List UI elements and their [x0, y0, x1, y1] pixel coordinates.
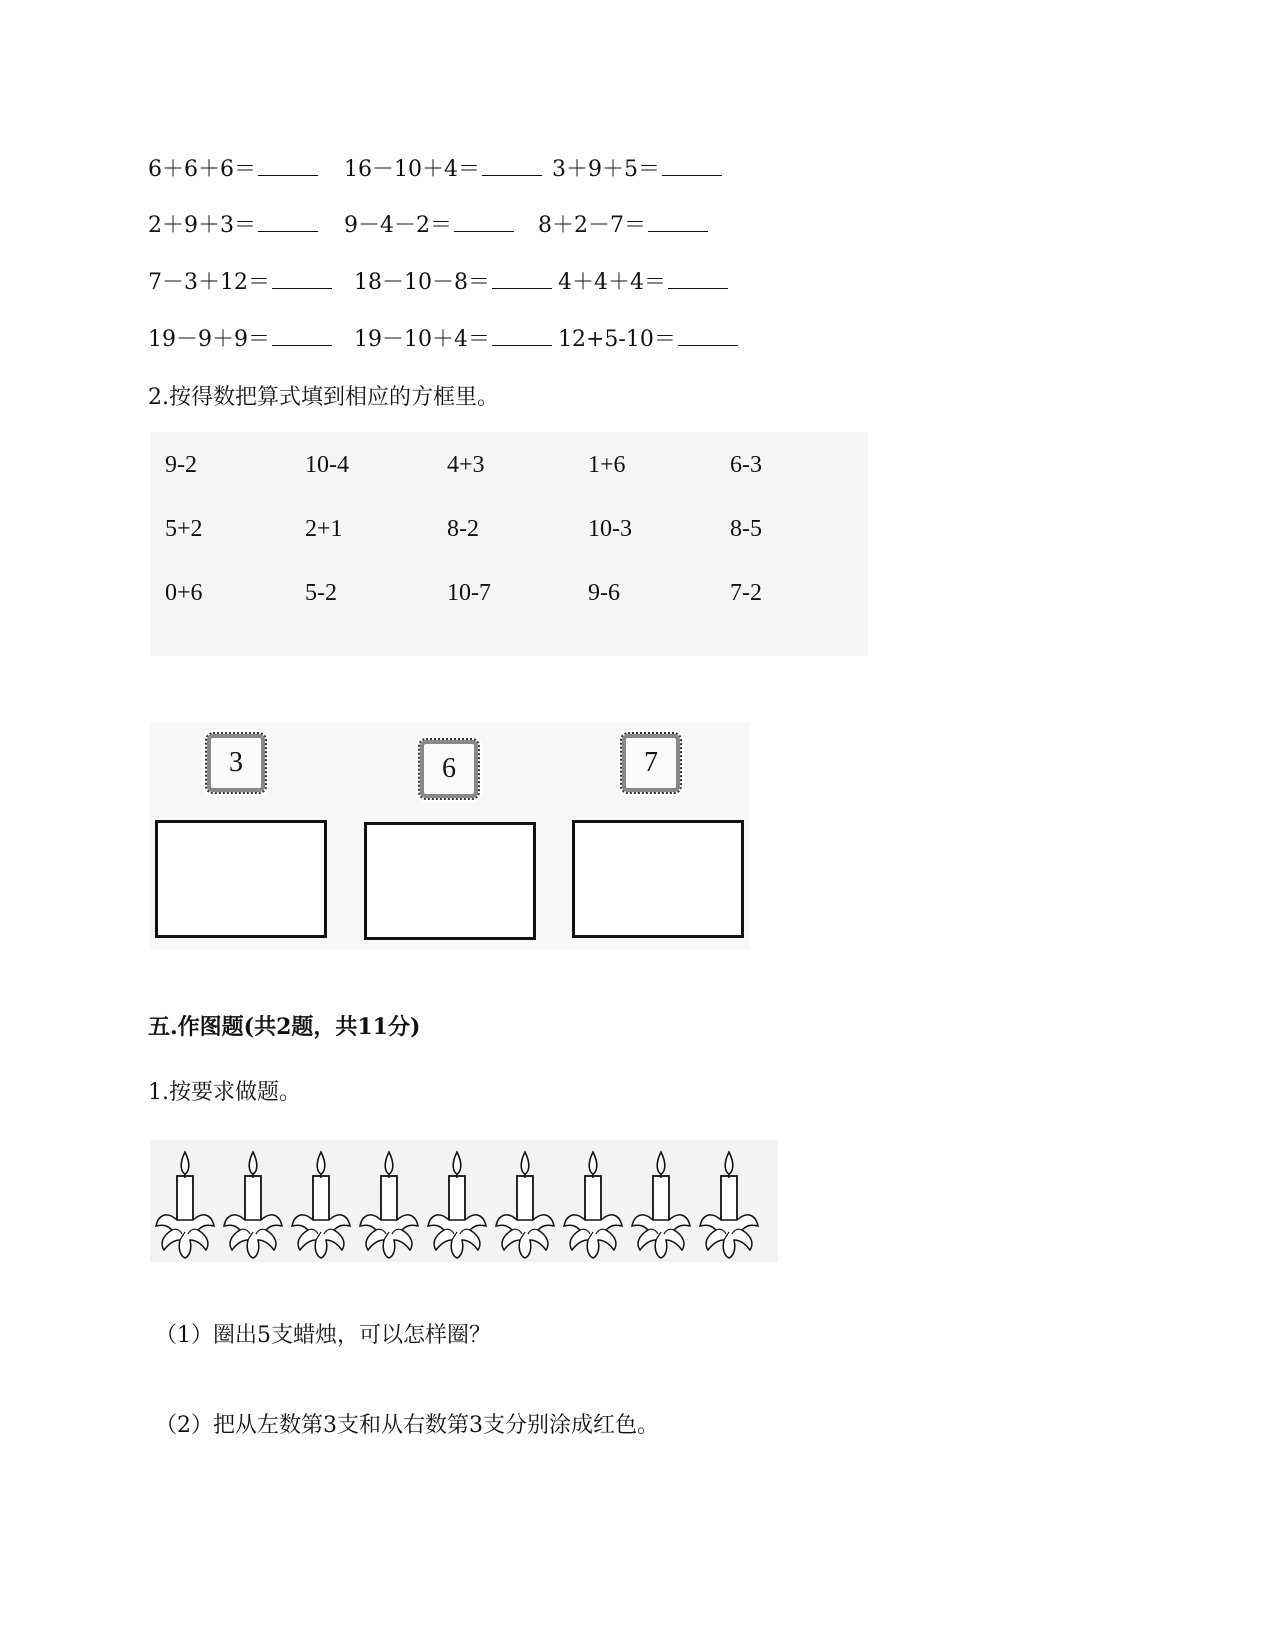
expression[interactable]: 0+6	[165, 580, 203, 606]
expression[interactable]: 8-5	[730, 516, 762, 542]
target-number-tag: 7	[620, 732, 682, 794]
equation: 6＋6＋6＝	[148, 152, 318, 183]
expression[interactable]: 4+3	[447, 452, 485, 478]
candle-icon[interactable]	[152, 1140, 218, 1262]
answer-blank[interactable]	[272, 325, 332, 346]
equation: 12+5-10＝	[558, 322, 738, 353]
answer-blank[interactable]	[678, 325, 738, 346]
candle-icon[interactable]	[560, 1140, 626, 1262]
expression[interactable]: 9-2	[165, 452, 197, 478]
answer-blank[interactable]	[648, 211, 708, 232]
answer-blank[interactable]	[668, 268, 728, 289]
question-1-title: 1.按要求做题。	[148, 1080, 301, 1105]
answer-blank[interactable]	[492, 268, 552, 289]
equation: 19－9＋9＝	[148, 322, 332, 353]
expression[interactable]: 9-6	[588, 580, 620, 606]
answer-blank[interactable]	[454, 211, 514, 232]
candle-icon[interactable]	[356, 1140, 422, 1262]
equation: 9－4－2＝	[344, 208, 514, 239]
answer-blank[interactable]	[258, 155, 318, 176]
candle-icon[interactable]	[492, 1140, 558, 1262]
expression-panel	[150, 432, 868, 656]
candle-icon[interactable]	[424, 1140, 490, 1262]
target-number-tag: 3	[205, 732, 267, 794]
candle-icon[interactable]	[696, 1140, 762, 1262]
expression[interactable]: 2+1	[305, 516, 343, 542]
equation: 3＋9＋5＝	[552, 152, 722, 183]
equation: 18－10－8＝	[354, 265, 552, 296]
answer-blank[interactable]	[258, 211, 318, 232]
question-2-title: 2.按得数把算式填到相应的方框里。	[148, 385, 499, 410]
answer-blank[interactable]	[492, 325, 552, 346]
candle-icon[interactable]	[220, 1140, 286, 1262]
expression[interactable]: 8-2	[447, 516, 479, 542]
expression[interactable]: 1+6	[588, 452, 626, 478]
expression[interactable]: 10-4	[305, 452, 349, 478]
target-number-tag: 6	[418, 738, 480, 800]
expression[interactable]: 6-3	[730, 452, 762, 478]
answer-blank[interactable]	[482, 155, 542, 176]
sub-question-1: （1）圈出5支蜡烛，可以怎样圈？	[155, 1323, 491, 1348]
expression[interactable]: 5-2	[305, 580, 337, 606]
equation: 7－3＋12＝	[148, 265, 332, 296]
answer-blank[interactable]	[272, 268, 332, 289]
expression[interactable]: 10-7	[447, 580, 491, 606]
expression[interactable]: 5+2	[165, 516, 203, 542]
expression[interactable]: 7-2	[730, 580, 762, 606]
answer-box[interactable]	[572, 820, 744, 938]
equation: 8＋2－7＝	[538, 208, 708, 239]
target-panel	[150, 722, 750, 950]
answer-box[interactable]	[364, 822, 536, 940]
equation: 19－10＋4＝	[354, 322, 552, 353]
section-5-title: 五.作图题(共2题，共11分)	[148, 1014, 421, 1040]
equation: 4＋4＋4＝	[558, 265, 728, 296]
candle-panel	[150, 1140, 778, 1262]
equation: 2＋9＋3＝	[148, 208, 318, 239]
answer-box[interactable]	[155, 820, 327, 938]
candle-icon[interactable]	[628, 1140, 694, 1262]
sub-question-2: （2）把从左数第3支和从右数第3支分别涂成红色。	[155, 1413, 659, 1438]
answer-blank[interactable]	[662, 155, 722, 176]
equation: 16－10＋4＝	[344, 152, 542, 183]
expression[interactable]: 10-3	[588, 516, 632, 542]
candle-icon[interactable]	[288, 1140, 354, 1262]
